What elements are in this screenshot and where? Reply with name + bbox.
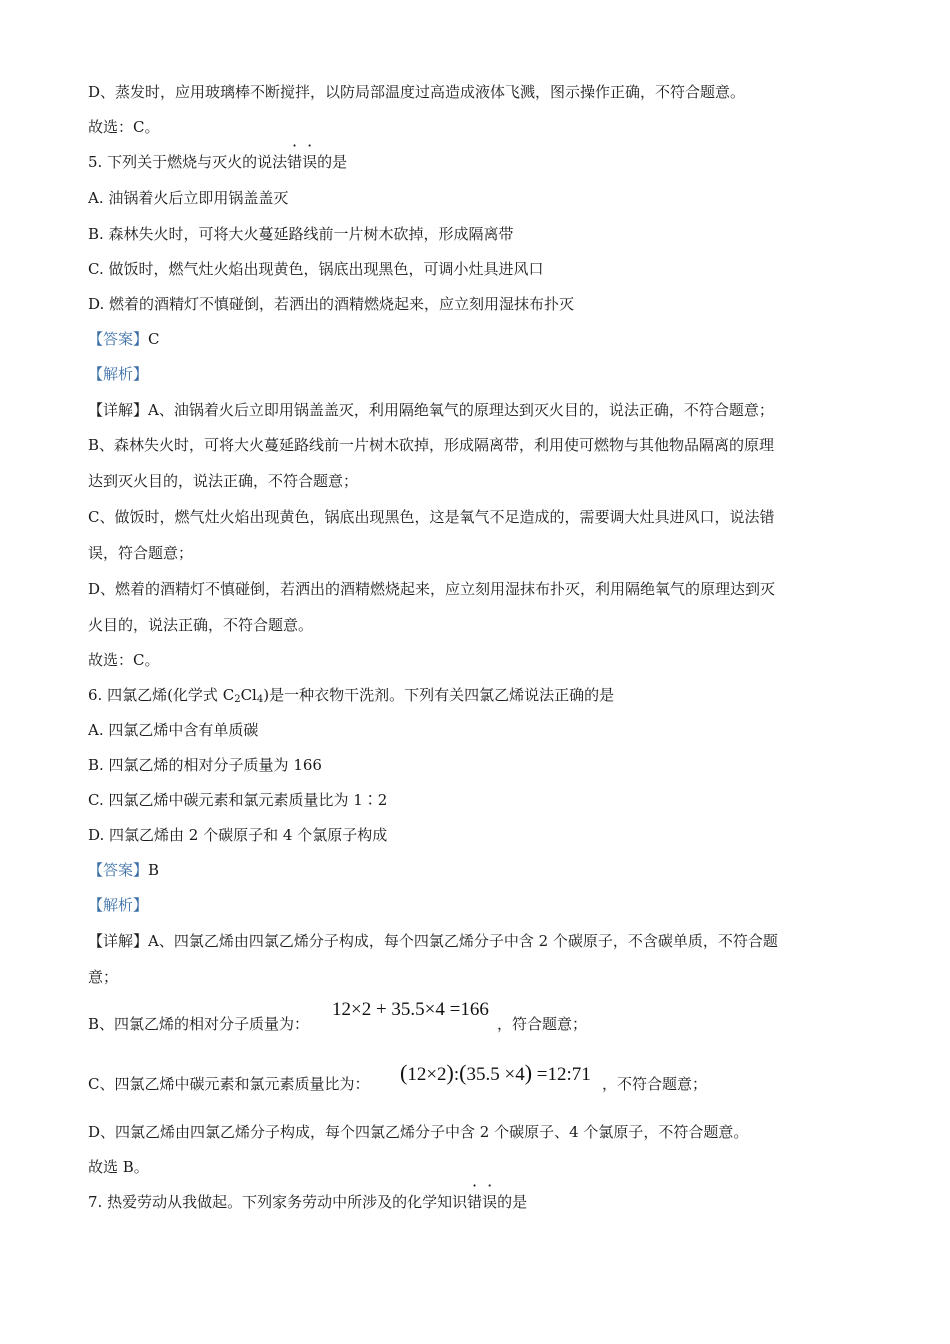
text-line: 误，符合题意； (88, 544, 194, 562)
text-line: C、做饭时，燃气灶火焰出现黄色，锅底出现黑色，这是氧气不足造成的，需要调大灶具进风口，说法错 (88, 508, 775, 526)
analysis-tag: 【解析】 (88, 365, 149, 383)
option-c: C. 做饭时，燃气灶火焰出现黄色，锅底出现黑色，可调小灶具进风口 (88, 260, 544, 278)
option-b: B. 森林失火时，可将大火蔓延路线前一片树木砍掉，形成隔离带 (88, 225, 514, 243)
detail-line: 【详解】A、油锅着火后立即用锅盖盖灭，利用隔绝氧气的原理达到灭火目的，说法正确，不符合题意； (88, 401, 774, 419)
formula-mass-ratio: (12×2):(35.5 ×4) =12:71 (400, 1060, 591, 1085)
question-6-stem: 6. 四氯乙烯(化学式 $C_2Cl_4$)是一种衣物干洗剂。下列有关四氯乙烯说法正确的是 (88, 686, 615, 705)
text-line: 故选 B。 (88, 1158, 149, 1176)
text-line: B、森林失火时，可将大火蔓延路线前一片树木砍掉，形成隔离带，利用使可燃物与其他物品隔离的原理 (88, 436, 775, 454)
text-line: C、四氯乙烯中碳元素和氯元素质量比为： (88, 1075, 370, 1093)
analysis-tag: 【解析】 (88, 896, 149, 914)
text-line: ，不符合题意； (602, 1075, 708, 1093)
option-c: C. 四氯乙烯中碳元素和氯元素质量比为 1∶2 (88, 791, 388, 809)
question-5-stem: 5. 下列关于燃烧与灭火的说法错误的是 (88, 153, 348, 171)
text-line: 达到灭火目的，说法正确，不符合题意； (88, 472, 359, 490)
answer-line: 【答案】C (88, 330, 160, 348)
question-7-stem: 7. 热爱劳动从我做起。下列家务劳动中所涉及的化学知识错误的是 (88, 1193, 528, 1211)
text-line: 火目的，说法正确，不符合题意。 (88, 616, 314, 634)
option-d: D. 燃着的酒精灯不慎碰倒，若洒出的酒精燃烧起来，应立刻用湿抹布扑灭 (88, 295, 575, 313)
option-a: A. 四氯乙烯中含有单质碳 (88, 721, 259, 739)
detail-line: 【详解】A、四氯乙烯由四氯乙烯分子构成，每个四氯乙烯分子中含 2 个碳原子，不含碳单质，不符合题 (88, 932, 778, 950)
answer-line: 【答案】B (88, 861, 160, 879)
text-line: 故选：C。 (88, 118, 160, 136)
text-line: D、燃着的酒精灯不慎碰倒，若洒出的酒精燃烧起来，应立刻用湿抹布扑灭，利用隔绝氧气的原理达到灭 (88, 580, 776, 598)
option-a: A. 油锅着火后立即用锅盖盖灭 (88, 189, 289, 207)
text-line: D、四氯乙烯由四氯乙烯分子构成，每个四氯乙烯分子中含 2 个碳原子、4 个氯原子，不符合题意。 (88, 1123, 749, 1141)
text-line: 意； (88, 968, 119, 986)
option-b: B. 四氯乙烯的相对分子质量为 166 (88, 756, 322, 774)
formula-molecular-mass: 12×2 + 35.5×4 =166 (332, 999, 489, 1020)
text-line: 故选：C。 (88, 651, 160, 669)
text-line: B、四氯乙烯的相对分子质量为： (88, 1015, 310, 1033)
text-line: D、蒸发时，应用玻璃棒不断搅拌，以防局部温度过高造成液体飞溅，图示操作正确，不符合题意。 (88, 83, 746, 101)
option-d: D. 四氯乙烯由 2 个碳原子和 4 个氯原子构成 (88, 826, 388, 844)
text-line: ，符合题意； (497, 1015, 588, 1033)
